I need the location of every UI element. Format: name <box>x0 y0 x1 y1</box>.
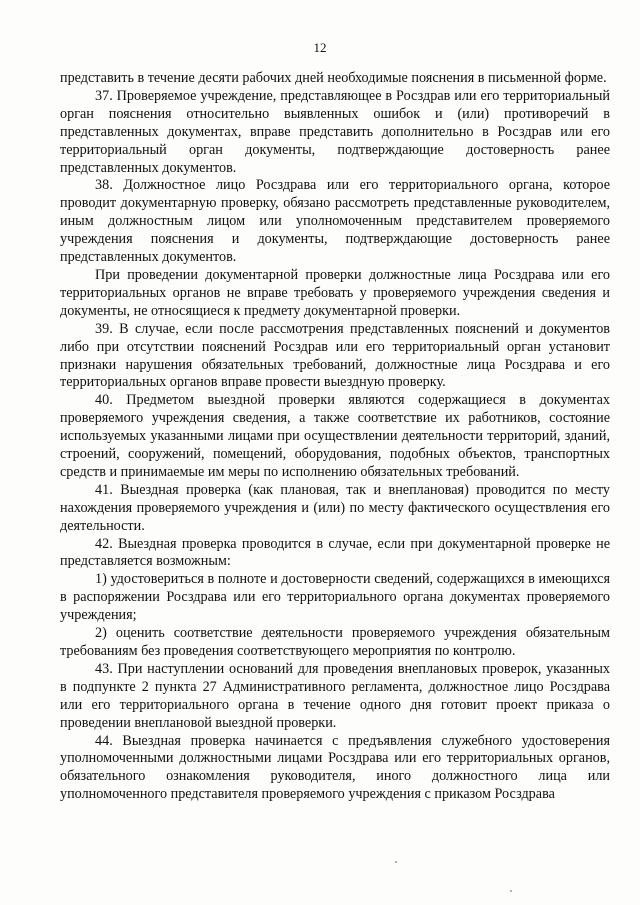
paragraph-43: 43. При наступлении оснований для проведения внеплановых проверок, указанных в подпункте 2 пункта 27 Административного регламента, должностное лицо Росздрава или его территориального органа в течение одного дня готовит проект приказа о проведении внеплановой выездной проверки. <box>60 660 610 731</box>
scan-speck <box>395 861 397 863</box>
page-number: 12 <box>313 40 327 55</box>
paragraph-38-continued: При проведении документарной проверки должностные лица Росздрава или его территориальных органов не вправе требовать у проверяемого учреждения сведения и документы, не относящиеся к предмету документарной проверки. <box>60 266 610 319</box>
scan-speck <box>510 890 512 892</box>
paragraph-40: 40. Предметом выездной проверки являются содержащиеся в документах проверяемого учреждения сведения, а также соответствие их работников, состояние используемых указанными лицами при осуществлении деятельности территорий, зданий, строений, сооружений, помещений, оборудования, подобных объектов, транспортных средств и принимаемые им меры по исполнению обязательных требований. <box>60 392 610 480</box>
paragraph-37: 37. Проверяемое учреждение, представляющее в Росздрав или его территориальный орган пояснения относительно выявленных ошибок и (или) противоречий в представленных документах, вправе представить дополнительно в Росздрав или его территориальный орган документы, подтверждающие достоверность ранее представленных документов. <box>60 87 610 176</box>
paragraph-39: 39. В случае, если после рассмотрения представленных пояснений и документов либо при отсутствии пояснений Росздрав или его территориальный орган установит признаки нарушения обязательных требований, должностные лица Росздрава и его территориальных органов вправе провести выездную проверку. <box>60 320 610 391</box>
paragraph-38: 38. Должностное лицо Росздрава или его территориального органа, которое проводит документарную проверку, обязано рассмотреть представленные руководителем, иным должностным лицом или уполномоченным представителем проверяемого учреждения пояснения и документы, подтверждающие достоверность ранее представленных документов. <box>60 177 610 266</box>
paragraph-42: 42. Выездная проверка проводится в случае, если при документарной проверке не представляется возможным: <box>60 535 610 570</box>
paragraph-42-item-1: 1) удостовериться в полноте и достоверности сведений, содержащихся в имеющихся в распоряжении Росздрава или его территориального органа документах проверяемого учреждения; <box>60 571 610 624</box>
paragraph-41: 41. Выездная проверка (как плановая, так и внеплановая) проводится по месту нахождения проверяемого учреждения и (или) по месту фактического осуществления его деятельности. <box>60 481 610 534</box>
paragraph-44: 44. Выездная проверка начинается с предъявления служебного удостоверения уполномоченными должностными лицами Росздрава или его территориальных органов, обязательного ознакомления руководителя, иного должностного лица или уполномоченного представителя проверяемого учреждения с приказом Росздрава <box>60 732 610 803</box>
paragraph-continuation: представить в течение десяти рабочих дней необходимые пояснения в письменной форме. <box>60 70 607 86</box>
paragraph-42-item-2: 2) оценить соответствие деятельности проверяемого учреждения обязательным требованиям без проведения соответствующего мероприятия по контролю. <box>60 625 610 659</box>
document-body <box>60 70 610 804</box>
